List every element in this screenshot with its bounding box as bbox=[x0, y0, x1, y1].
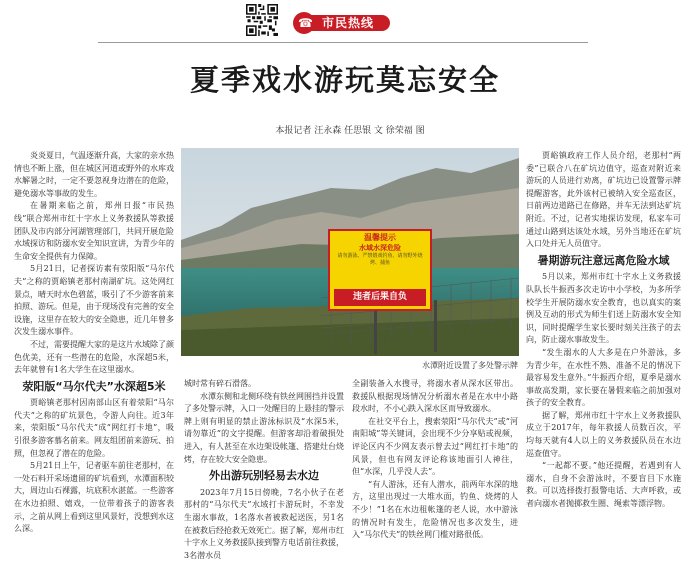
paragraph: 全副装备入水搜寻，将溺水者从深水区带出。救援队根据现场情况分析溺水者是在水中小路段水时，不小心跌入深水区而导致溺水。 bbox=[352, 379, 518, 414]
subheading: 暑期游玩注意远离危险水域 bbox=[537, 253, 670, 267]
paragraph: 在暑期来临之前，郑州日报“市民热线”联合郑州市红十字水上义务救援队等救援团队及市内部分河湖管理部门，共同开展危险水域探访和防溺水安全知识宣讲，为青少年的生命安全提供有力保障。 bbox=[14, 201, 174, 261]
article-column-3 bbox=[352, 378, 518, 580]
paragraph: 贾峪镇老那村因南部山区有着荥阳“马尔代夫”之称的矿坑景色，令游人向往。近3年来，荥阳版“马尔代夫”成“网红打卡地”，吸引很多游客慕名前来。网友组团前来游玩、拍照，但忽视了潜在的危险。 bbox=[14, 398, 174, 458]
subheading: 荥阳版“马尔代夫”水深超5米 bbox=[22, 379, 166, 393]
sign-title: 温馨提示 bbox=[364, 233, 396, 242]
phone-icon: ☎ bbox=[298, 16, 313, 30]
paragraph: 据了解，郑州市红十字水上义务救援队成立于2017年，每年救援人员数百次，平均每天就有4人以上的义务救援队员在水边巡查值守。 bbox=[526, 410, 681, 458]
section-label-banner bbox=[293, 12, 393, 34]
article-column-4 bbox=[526, 150, 681, 580]
warning-sign bbox=[328, 229, 432, 311]
paragraph: “一起都不要。”他还提醒，若遇到有人溺水，自身不会游泳时，不要盲目下水施救。可以选择拨打报警电话、大声呼救，或者向溺水者抛掷救生圈、绳索等漂浮物。 bbox=[526, 461, 681, 509]
paragraph: 5月21日，记者探访素有荥阳版“马尔代夫”之称的贾峪镇老那村南湖矿坑。这处网红景点，晴天时水色碧蓝，吸引了不少游客前来拍照、游玩。但是，由于现场没有完善的安全设施，这里存在较大的安全隐患，近几年曾多次发生溺水事件。 bbox=[14, 264, 174, 337]
news-photo bbox=[181, 148, 519, 356]
paragraph: 炎炎夏日，气温逐渐升高，大家的亲水热情也不断上涨，但在城区河道或野外的水库戏水解暑之时，一定不要忽视身边潜在的危险，避免溺水等事故的发生。 bbox=[14, 151, 174, 198]
subheading: 外出游玩别轻易去水边 bbox=[209, 469, 319, 483]
section-label: 市民热线 bbox=[306, 15, 390, 31]
paragraph: 不过，需要提醒大家的是这片水域除了颜色优美，还有一些潜在的危险，水深超5米，去年就曾有1名大学生在这里溺水。 bbox=[14, 339, 174, 375]
paragraph: 在社交平台上，搜索荥阳“马尔代夫”或“河南阳城”等关键词，会出现不少分享贴或视频，评论区内不少网友表示曾去过“网红打卡地”的风景，但也有网友评论称该地面引人神往，但“水深，几乎没人去”。 bbox=[352, 416, 518, 477]
paragraph: “发生溺水的人大多是在户外游泳，多为青少年，在水性不熟、准备不足的情况下最容易发生意外。”牛振西介绍，夏季是溺水事故高发期，家长要在暑假来临之前加强对孩子的安全教育。 bbox=[526, 347, 681, 408]
photo-caption: 水潭附近设置了多处警示牌 bbox=[422, 361, 518, 370]
sign-line2: 请勿游泳、严禁嬉戏钓鱼、请勿野外烧烤、捕鱼 bbox=[337, 253, 423, 266]
byline: 本报记者 汪永森 任思银 文 徐荣福 图 bbox=[275, 126, 425, 136]
article-column-2 bbox=[184, 378, 344, 580]
header-divider bbox=[98, 42, 588, 43]
headline: 夏季戏水游玩莫忘安全 bbox=[189, 63, 500, 97]
sign-line1: 水域水深危险 bbox=[359, 243, 401, 252]
qr-code-icon[interactable] bbox=[246, 4, 278, 36]
paragraph: 5月21日上午，记者驱车前往老那村，在一处石料开采场遗留的矿坑看到，水潭面积较大，周边山石裸露，坑底积水湛蓝。一些游客在水边拍照、嬉戏，一位带着孩子的游客表示，之前从网上看到这里风景好，没想到水这么深。 bbox=[14, 461, 174, 534]
paragraph: 5月以来，郑州市红十字水上义务救援队队长牛振西多次走访中小学校，为多所学校学生开展防溺水安全教育，也以真实的案例及互动的形式为师生们送上防溺水安全知识，同时提醒学生家长要时刻关注孩子的去向，防止溺水事故发生。 bbox=[526, 272, 681, 345]
paragraph: “有人游泳，还有人潜水，前两年水深的地方，这里出现过一大堆水面，钓鱼、烧烤的人不少！”1名在水边租帐篷的老人说，水中游泳的情况时有发生，危险情况也多次发生，进入“马尔代夫”的铁丝网门槛对路很低。 bbox=[352, 479, 518, 540]
paragraph: 贾峪镇政府工作人员介绍，老那村“两委”已联合八在矿坑边值守，巡查对附近来游玩的人员进行劝离，矿坑边已设置警示牌提醒游客，此外该村已被纳入安全巡查区，日前两边道路已在修路，并车无法到达矿坑附近。不过，记者实地探访发现，私家车可通过山路到达该处水域，另外当地还在矿坑入口处并无人员值守。 bbox=[526, 151, 681, 249]
sign-slogan: 违者后果自负 bbox=[334, 289, 426, 306]
paragraph: 水潭东侧和北侧环绕有铁丝网围挡并设置了多处警示牌，入口一处醒目的上悬挂的警示牌上则有明显的禁止游泳标识及“水深5米，请勿靠近”的文字提醒。但游客却沿着破损处进入，有人甚至在水边架设帐篷、搭建灶台烧烤，存在较大安全隐患。 bbox=[184, 391, 344, 464]
paragraph: 2023年7月15日傍晚，7名小伙子在老那村的“马尔代夫”水域打卡游玩时，不幸发生溺水事故，1名落水者被救起送医，另1名在被救后经抢救无效死亡。据了解，郑州市红十字水上义务救援队接到警方电话前往救援，3名潜水员 bbox=[184, 487, 344, 560]
article-column-1 bbox=[14, 150, 174, 580]
paragraph: 城时常有碎石滑落。 bbox=[184, 379, 256, 388]
